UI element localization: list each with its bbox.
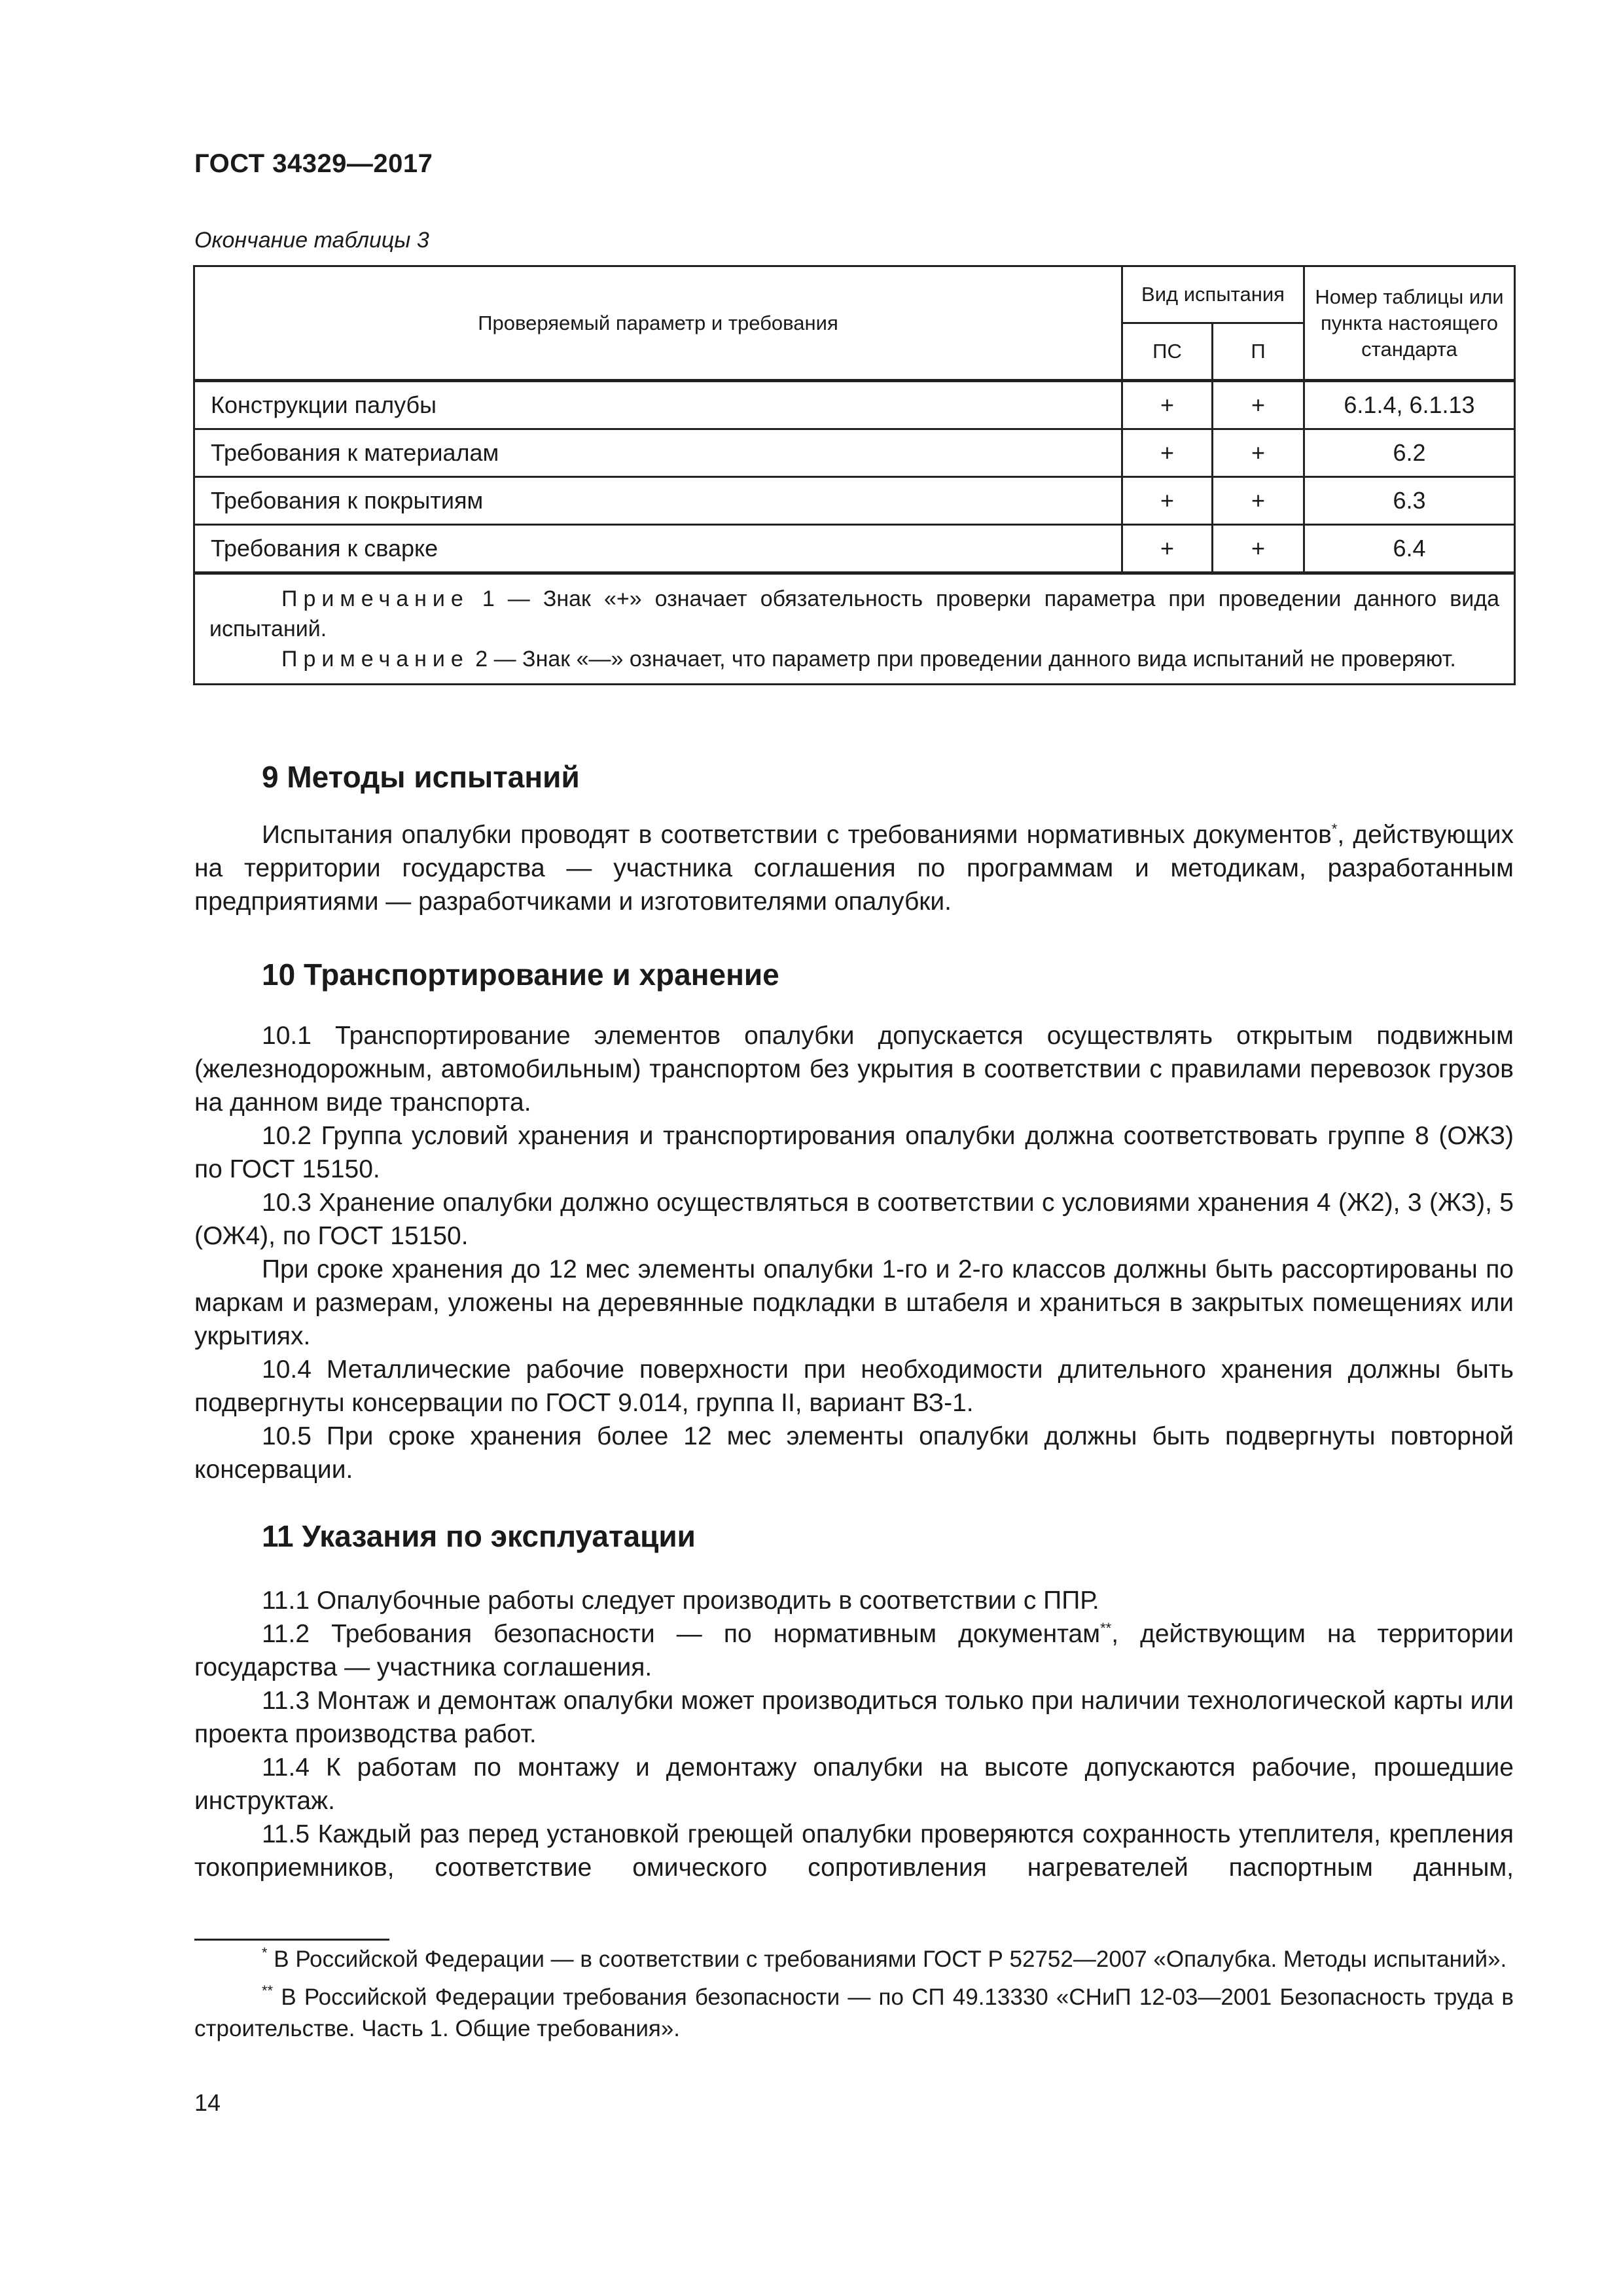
- paragraph-text: , действующих на территории государства — участника соглашения по программам и методикам, разработанным предприятиями — разработчиками и изготовителями опалубки.: [194, 821, 1514, 916]
- paragraph: [194, 1617, 1514, 1684]
- cell-param: Требования к материалам: [194, 429, 1122, 477]
- cell-ref: 6.3: [1304, 477, 1515, 525]
- table-note: [209, 644, 1499, 674]
- cell-p: +: [1213, 525, 1304, 573]
- paragraph-text: 11.2 Требования безопасности — по нормативным документам: [262, 1620, 1101, 1648]
- paragraph: 10.2 Группа условий хранения и транспортирования опалубки должна соответствовать группе 8 (ОЖЗ) по ГОСТ 15150.: [194, 1122, 1514, 1183]
- paragraph: 10.5 При сроке хранения более 12 мес элементы опалубки должны быть подвергнуты повторной консервации.: [194, 1422, 1514, 1484]
- section-10-body: [194, 1019, 1514, 1486]
- paragraph: 11.3 Монтаж и демонтаж опалубки может производиться только при наличии технологической карты или проекта производства работ.: [194, 1687, 1514, 1748]
- paragraph: 10.3 Хранение опалубки должно осуществляться в соответствии с условиями хранения 4 (Ж2), 3 (ЖЗ), 5 (ОЖ4), по ГОСТ 15150.: [194, 1189, 1514, 1250]
- footnote: [194, 1982, 1514, 2045]
- footnote-mark: **: [1100, 1620, 1112, 1636]
- footnote: [194, 1944, 1514, 1975]
- cell-p: +: [1213, 429, 1304, 477]
- footnote-mark: **: [262, 1982, 274, 1999]
- cell-ps: +: [1122, 381, 1213, 429]
- document-header: ГОСТ 34329—2017: [194, 149, 433, 178]
- cell-ps: +: [1122, 525, 1213, 573]
- footnotes: [194, 1944, 1514, 2051]
- section-heading: 10 Транспортирование и хранение: [262, 958, 779, 992]
- table-row: [194, 429, 1515, 477]
- cell-ref: 6.4: [1304, 525, 1515, 573]
- paragraph: 11.1 Опалубочные работы следует производить в соответствии с ППР.: [262, 1587, 1099, 1615]
- cell-ref: 6.1.4, 6.1.13: [1304, 381, 1515, 429]
- table-row: [194, 525, 1515, 573]
- paragraph: 11.5 Каждый раз перед установкой греющей опалубки проверяются сохранность утеплителя, крепления токоприемников, соответствие омического сопротивления нагревателей паспортным данным,: [194, 1820, 1514, 1882]
- page-number: 14: [194, 2089, 221, 2116]
- header-reference: Номер таблицы или пункта настоящего стандарта: [1304, 266, 1515, 381]
- header-p: П: [1213, 323, 1304, 381]
- paragraph-text: , действующим на территории государства — участника соглашения.: [194, 1620, 1514, 1681]
- cell-p: +: [1213, 477, 1304, 525]
- section-9-body: [194, 818, 1514, 918]
- cell-ps: +: [1122, 429, 1213, 477]
- cell-param: Требования к сварке: [194, 525, 1122, 573]
- paragraph: 10.4 Металлические рабочие поверхности при необходимости длительного хранения должны быть подвергнуты консервации по ГОСТ 9.014, группа II, вариант ВЗ-1.: [194, 1355, 1514, 1417]
- footnote-text: В Российской Федерации требования безопасности — по СП 49.13330 «СНиП 12-03—2001 Безопасность труда в строительстве. Часть 1. Общие требования».: [194, 1984, 1514, 2041]
- note-label: Примечание: [281, 647, 469, 672]
- paragraph-text: Испытания опалубки проводят в соответствии с требованиями нормативных документов: [262, 821, 1332, 849]
- paragraph: [194, 818, 1514, 918]
- note-text: 1 — Знак «+» означает обязательность проверки параметра при проведении данного вида испытаний.: [209, 586, 1499, 641]
- table-caption: Окончание таблицы 3: [194, 228, 429, 253]
- table-notes: [194, 573, 1515, 685]
- note-text: 2 — Знак «—» означает, что параметр при проведении данного вида испытаний не проверяют.: [475, 647, 1456, 672]
- cell-p: +: [1213, 381, 1304, 429]
- section-11-body: [194, 1584, 1514, 1884]
- header-test-type: Вид испытания: [1122, 266, 1304, 323]
- footnote-text: В Российской Федерации — в соответствии с требованиями ГОСТ Р 52752—2007 «Опалубка. Методы испытаний».: [267, 1946, 1507, 1972]
- table-note: [209, 584, 1499, 644]
- table-row: [194, 477, 1515, 525]
- cell-param: Требования к покрытиям: [194, 477, 1122, 525]
- table-row: [194, 381, 1515, 429]
- footnote-mark: *: [262, 1945, 268, 1961]
- section-heading: 11 Указания по эксплуатации: [262, 1519, 696, 1553]
- requirements-table: [193, 265, 1516, 685]
- footnote-separator: [194, 1939, 389, 1941]
- header-ps: ПС: [1122, 323, 1213, 381]
- section-heading: 9 Методы испытаний: [262, 760, 580, 794]
- paragraph: 11.4 К работам по монтажу и демонтажу опалубки на высоте допускаются рабочие, прошедшие инструктаж.: [194, 1753, 1514, 1815]
- cell-ps: +: [1122, 477, 1213, 525]
- header-param: Проверяемый параметр и требования: [194, 266, 1122, 381]
- cell-param: Конструкции палубы: [194, 381, 1122, 429]
- footnote-mark: *: [1331, 821, 1338, 837]
- cell-ref: 6.2: [1304, 429, 1515, 477]
- paragraph: 10.1 Транспортирование элементов опалубки допускается осуществлять открытым подвижным (железнодорожным, автомобильным) транспортом без укрытия в соответствии с правилами перевозок грузов на данном виде транспорта.: [194, 1022, 1514, 1117]
- paragraph: При сроке хранения до 12 мес элементы опалубки 1-го и 2-го классов должны быть рассортированы по маркам и размерам, уложены на деревянные подкладки в штабеля и храниться в закрытых помещениях или укрытиях.: [194, 1255, 1514, 1350]
- note-label: Примечание: [281, 586, 469, 611]
